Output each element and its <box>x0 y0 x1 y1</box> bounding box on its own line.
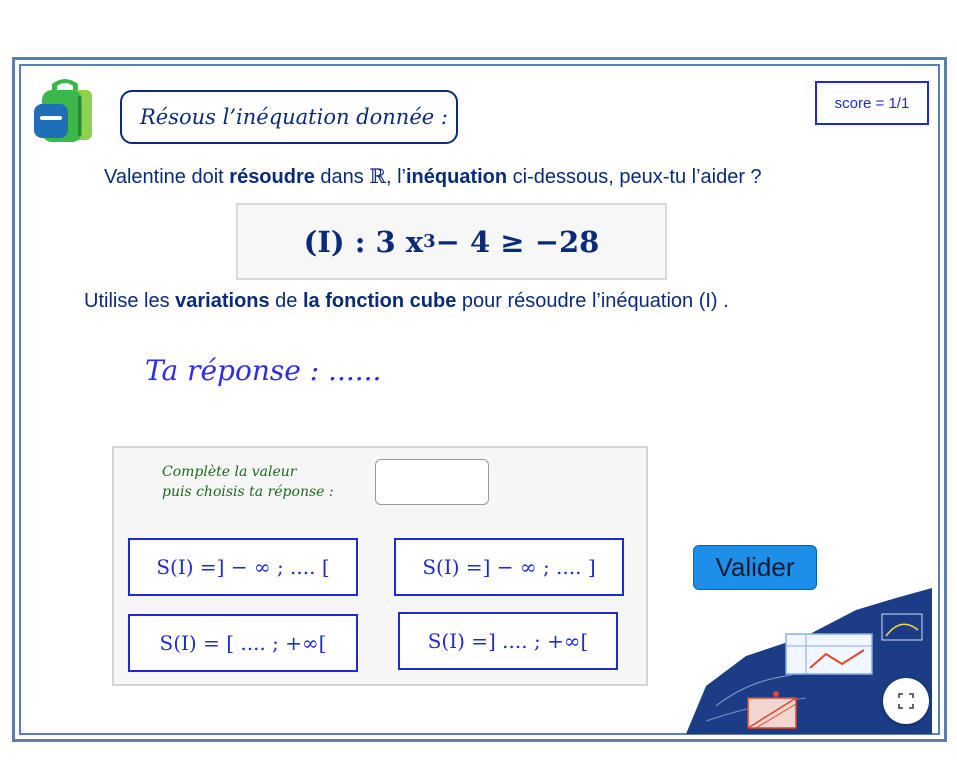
answer-label: Ta réponse : ...... <box>145 354 382 387</box>
formula-tail: − 4 ≥ −28 <box>435 224 600 259</box>
instr-text-1: Utilise les <box>84 290 176 312</box>
question-title-text: Résous l’inéquation donnée : <box>140 105 448 129</box>
choice-label-3: S(I) = [ .... ; +∞[ <box>159 631 327 655</box>
score-text: score = 1/1 <box>834 94 910 112</box>
choice-label-2: S(I) =] − ∞ ; .... ] <box>422 555 596 579</box>
panel-hint <box>162 462 372 502</box>
choice-label-1: S(I) =] − ∞ ; .... [ <box>156 555 330 579</box>
formula-exponent: 3 <box>423 231 436 252</box>
intro-text-3: , l’ <box>385 166 406 188</box>
instr-bold-1: variations <box>175 290 270 312</box>
fullscreen-icon <box>897 692 915 710</box>
inequation-formula <box>236 203 667 280</box>
intro-text-1: Valentine doit <box>104 166 230 188</box>
instr-text-3: pour résoudre l’inéquation (I) . <box>456 290 729 312</box>
hint-line-2: puis choisis ta réponse : <box>162 484 334 500</box>
choice-option-2[interactable] <box>394 538 624 596</box>
choice-option-3[interactable] <box>128 614 358 672</box>
intro-text-4: ci-dessous, peux-tu l’aider ? <box>507 166 762 188</box>
validate-label: Valider <box>715 552 795 582</box>
choice-option-1[interactable] <box>128 538 358 596</box>
score-badge <box>815 81 929 125</box>
instr-bold-2: la fonction cube <box>302 290 457 312</box>
intro-bold-1: résoudre <box>229 166 315 188</box>
backpack-icon <box>30 76 100 146</box>
real-numbers-symbol: ℝ <box>369 164 386 188</box>
choice-option-4[interactable] <box>398 612 618 670</box>
hint-line-1: Complète la valeur <box>162 464 297 480</box>
choice-label-4: S(I) =] .... ; +∞[ <box>427 629 589 653</box>
question-title <box>120 90 458 144</box>
value-input[interactable] <box>375 459 489 505</box>
formula-main: (I) : 3 x <box>303 224 424 259</box>
intro-text-2: dans <box>314 166 370 188</box>
instr-text-2: de <box>269 290 303 312</box>
fullscreen-button[interactable] <box>883 678 929 724</box>
intro-bold-2: inéquation <box>405 166 508 188</box>
validate-button[interactable] <box>693 545 817 590</box>
instruction <box>84 290 729 313</box>
problem-statement <box>104 164 762 189</box>
